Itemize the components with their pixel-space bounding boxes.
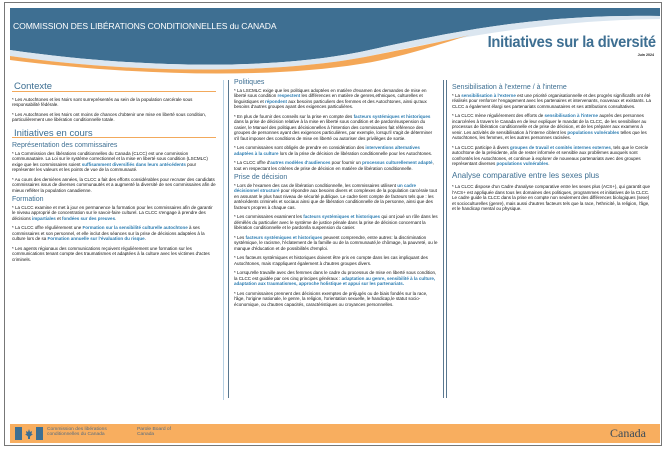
bullet-paragraph (12, 97, 216, 108)
paragraph-text: . (548, 161, 550, 166)
formation-content (12, 205, 216, 263)
paragraph-text: * La CLCC participe à divers (452, 144, 511, 150)
bullet-paragraph (12, 177, 216, 194)
highlighted-text: facteurs systémiques et historiques (303, 214, 381, 219)
highlighted-text: impartiales (32, 215, 56, 221)
left-column (12, 80, 216, 266)
paragraph-text: lors de la prise de décision de libération conditionnelle pour les Autochtones. (278, 150, 433, 156)
paragraph-text: * Les (234, 234, 246, 240)
highlighted-text: adaptation au genre, sensibilité à la culture, adaptation aux traumatismes, approche holistique et appui sur les partenariats. (234, 275, 436, 286)
representation-content (12, 151, 216, 194)
paragraph-text: qui ont joué un rôle dans les démêlés du particulier avec le système de justice pénale dans la prise de décision concernant la libération conditionnelle et le pardon/la suspension du casier. (234, 214, 438, 230)
canada-wordmark: Canada (610, 426, 646, 440)
footer-english-name: Parole Board of Canada (137, 427, 171, 438)
politiques-content (234, 88, 438, 172)
paragraph-text: * La CLCC dispose d'un Cadre d'analyse comparative entre les sexes plus (ACS+), qui garantit que l'ACS+ est appliquée dans tous les domaines des politiques, programmes et initiatives de la CLCC. Le cadre guide la CLCC dans la prise en compte non seulement des différences biologiques (sexe) et socioculturelles (genre), mais aussi d'autres facteurs tels que la race, l'ethnicité, la religion, l'âge, et le handicap mental ou physique. (452, 184, 650, 211)
bullet-paragraph (12, 246, 216, 263)
paragraph-text: * Lorsqu'elle travaille avec des femmes dans le cadre du processus de mise en liberté sous condition, la CLCC est guidée par ces cinq principes généraux : (234, 270, 437, 281)
bullet-paragraph (234, 160, 438, 171)
page-title: Initiatives sur la diversité (487, 34, 656, 51)
paragraph-text: auprès des personnes incarcérées à travers le Canada en de leur expliquer le mandat de la CLCC, de les sensibiliser au processus de libération conditionnelle et de prise de décision, et de les préparer aux examens à venir. Les activités de sensibilisation à l'interne ciblent les (452, 113, 647, 135)
highlighted-text: Formation annuelle sur l'évaluation du risque (47, 236, 145, 241)
highlighted-text: suffisamment diversifiés dans leurs antécédents (81, 161, 186, 167)
paragraph-text: pour représenter les valeurs et les points de vue de la communauté. (12, 161, 197, 172)
highlighted-text: un cadre décisionnel structuré (234, 182, 416, 193)
paragraph-text: * Les commissaires sont obligés de prendre en considération des (234, 145, 366, 150)
paragraph-text: * Les commissaires examinent les (234, 214, 304, 219)
paragraph-text: les différences en matière de genres,ethniques, culturelles et linguistiques et (234, 93, 423, 104)
bullet-paragraph (12, 205, 216, 222)
paragraph-text: , tout en respectant les critères de prise de décision en matière de libération conditionnelle. (234, 160, 434, 171)
highlighted-text: autres modèles d'audiences (270, 160, 331, 165)
paragraph-text: * Les commissaires prennent des décisions exemptes de préjugés ou de biais fondés sur la race, l'âge, l'origine nationale, le genre, la religion, l'orientation sexuelle, le handicap,le statut socio-économique, ou d'autres capacités, caractéristiques ou croyances personnelles. (234, 290, 428, 307)
subheading-formation: Formation (12, 196, 44, 203)
paragraph-text: dans la prise de décision relative à la mise en liberté sous condition et de pardon/suspension du casier, le Manuel des politiques décisionnelles à l'intention des commissaires fait référence des groupes de personnes ayant des exigences particulières, par exemple, lorsqu'il s'agit de déterminer s'il faut imposer des conditions de mise en liberté ou autoriser des privilèges de sortie. (234, 119, 433, 141)
paragraph-text: * Les Autochtones et les Noirs ont moins de chances d'obtenir une mise en liberté sous condition, particulièrement une libération conditionnelle totale. (12, 111, 206, 122)
paragraph-text: * La CLCC mène régulièrement des efforts de (452, 113, 545, 118)
subheading-acs-plus: Analyse comparative entre les sexes plus (452, 170, 600, 180)
paragraph-text: . (144, 236, 146, 241)
paragraph-text: . (115, 215, 117, 221)
highlighted-text: facteurs systémiques et historiques (245, 234, 323, 240)
paragraph-text: pour répondre aux besoins divers et complexes de la population carcérale tout en assurant le plus haut niveau de sécurité publique. Le cadre tient compte de facteurs tels que : les antécédents criminels et sociaux ainsi que de libération conditionnelle de la personne, ainsi que des facteurs propres à chaque cas. (234, 188, 437, 210)
bullet-paragraph (234, 235, 438, 252)
contexte-content (12, 97, 216, 123)
highlighted-text: groupes de travail et comités internes externes (510, 144, 611, 150)
bullet-paragraph (234, 183, 438, 211)
subheading-sensibilisation: Sensibilisation à l'externe / à l'interne (452, 84, 567, 91)
bullet-paragraph (234, 255, 438, 266)
bullet-paragraph (452, 93, 654, 110)
bullet-paragraph (12, 112, 216, 123)
paragraph-text: pour fournir un (330, 160, 363, 165)
highlighted-text: Formation sur la sensibilité culturelle autochtone (82, 225, 188, 230)
bullet-paragraph (452, 113, 654, 141)
paragraph-text: telles que les Autochtones, les femmes, et les autres personnes racisées. (452, 129, 647, 140)
paragraph-text: peuvent comprendre, entre autres: la discrimination systémique, le racisme, l'éclatement de la famille ou de la communauté,le chômage, la pauvreté, ou le manque d'éducation et de possibilités d'emploi. (234, 234, 438, 251)
paragraph-text: * En plus de fournir des conseils sur la prise en compte des (234, 113, 354, 119)
bullet-paragraph (234, 145, 438, 156)
bullet-paragraph (452, 184, 654, 212)
bullet-paragraph (452, 145, 654, 167)
highlighted-text: populations vulnérables (567, 129, 620, 135)
highlighted-text: fondées sur des preuves (62, 215, 116, 221)
highlighted-text: sensibilisation à l'externe (461, 92, 516, 98)
paragraph-text: * Au cours des dernières années, la CLCC a fait des efforts considérables pour recruter des candidats commissaires issus de diverses communautés et a augmenté la diversité de ses commissaires afin de mieux refléter la population canadienne. (12, 176, 216, 193)
paragraph-text: , tels que le Cercle autochtone de la présidente, afin de rester informée et sensible aux problèmes auxquels sont confrontés les Autochtones, et continue à explorer de nouveaux partenariats avec des groupes représentant diverses (452, 144, 649, 166)
subheading-representation: Représentation des commissaires (12, 142, 118, 149)
publication-date: Juin 2024 (637, 53, 654, 57)
paragraph-text: à ses commissaires et son personnel, et elle inclut des séances sur la prise de décisions adaptées à la culture lors de sa (12, 225, 205, 241)
sensibilisation-content (452, 93, 654, 167)
middle-column (228, 80, 444, 398)
highlighted-text: processus culturellement adapté (362, 160, 433, 165)
bullet-paragraph (234, 214, 438, 231)
canada-flag-icon (15, 427, 43, 440)
section-heading-initiatives: Initiatives en cours (12, 131, 216, 139)
paragraph-text: * La CLCC offre régulièrement une (12, 225, 83, 230)
highlighted-text: respectent (277, 93, 301, 98)
paragraph-text: et (55, 215, 63, 221)
section-heading-contexte: Contexte (12, 84, 216, 92)
paragraph-text: * Les facteurs systémiques et historiques doivent être pris en compte dans les cas impliquant des Autochtones, mais s'appliquent également à d'autres groupes divers. (234, 255, 428, 266)
paragraph-text: * La LSCMLC exige que les politiques adoptées en matière d'examen des demandes de mise en liberté sous condition (234, 87, 427, 98)
footer-french-name: Commission des libérations conditionnelles du Canada (47, 427, 107, 438)
acs-content (452, 184, 654, 212)
paragraph-text: * Lors de l'examen des cas de libération conditionnelle, les commissaires utilisent (234, 182, 398, 188)
paragraph-text: * La (452, 92, 462, 98)
paragraph-text: * La CLCC offre d' (234, 160, 271, 165)
bullet-paragraph (12, 151, 216, 173)
paragraph-text: * La CLCC examine et met à jour en permanence la formation pour les commissaires afin de garantir le niveau approprié de concentration sur le savoir-faire culturel. La CLCC s'engage à prendre des décisions (12, 204, 213, 221)
paragraph-text: aux besoins particuliers des femmes et des Autochtones, ainsi qu'aux besoins d'autres groupes ayant des exigences particulières. (234, 98, 427, 109)
paragraph-text: * Les agents régionaux des communications reçoivent régulièrement une formation sur les communications tenant compte des traumatismes et adaptées à la culture avec les victimes d'actes criminels. (12, 245, 210, 262)
bullet-paragraph (234, 291, 438, 308)
subheading-politiques: Politiques (234, 79, 265, 86)
decision-content (234, 183, 438, 308)
highlighted-text: interventions alternatives adaptées à la culture (234, 145, 420, 156)
bullet-paragraph (234, 114, 438, 142)
bullet-paragraph (234, 270, 438, 287)
paragraph-text: est une priorité organisationnelle et des progrès significatifs ont été réalisés pour renforcer l'engagement avec les partenaires et intervenants, nouveaux et existants. La CLCC a également élargi ses partenariats communautaires et ses attributions consultatives. (452, 92, 651, 109)
footer-bar (10, 424, 660, 443)
highlighted-text: populations vulnérables (496, 161, 549, 166)
subheading-prise-de-decision: Prise de décision (234, 174, 288, 181)
paragraph-text: * La Commission des libérations conditionnelles du Canada (CLCC) est une commission communautaire. La Loi sur le système correctionnel et la mise en liberté sous condition (LSCMLC) exige que les commissaires soient (12, 150, 208, 167)
highlighted-text: sensibilisation à l'interne (544, 113, 599, 118)
column-divider (223, 80, 224, 400)
right-column (446, 80, 658, 398)
bullet-paragraph (234, 88, 438, 110)
paragraph-text: * Les Autochtones et les Noirs sont surreprésentés au sein de la population carcérale sous responsabilité fédérale. (12, 96, 193, 107)
highlighted-text: répondent (265, 98, 288, 104)
organization-name: COMMISSION DES LIBÉRATIONS CONDITIONNELLES du CANADA (13, 21, 277, 31)
highlighted-text: facteurs systémiques et historiques (353, 113, 431, 119)
bullet-paragraph (12, 225, 216, 242)
